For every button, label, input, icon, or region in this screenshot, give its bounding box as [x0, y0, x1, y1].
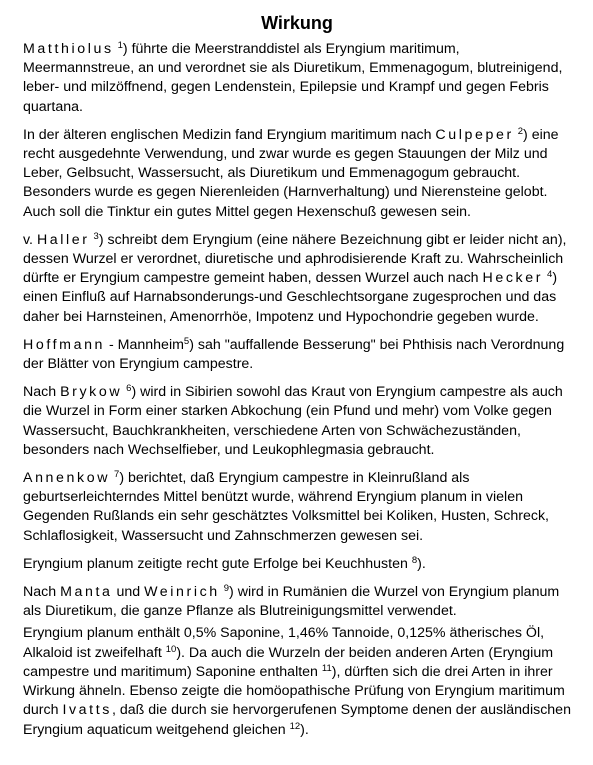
paragraph-manta-weinrich [23, 583, 571, 621]
footnote-ref: 10 [165, 643, 177, 655]
author-name: Matthiolus [23, 41, 114, 57]
footnote-ref: 5 [183, 335, 190, 347]
footnote-ref: 7 [114, 469, 120, 481]
author-name: Hoffmann [23, 336, 106, 353]
paragraph-text: ) wird in Sibirien sowohl das Kraut von Eryngium campestre als auch die Wurzel in Form einer starken Abkochung (ein Pfund und mehr) vom Volke gegen Wassersucht, Bauchkrankheiten, verschiedene Arten von Schwächezuständen, besonders nach Wechselfieber, und Leukophlegmasia gebraucht. [23, 384, 563, 458]
footnote-ref: 1 [117, 40, 123, 51]
author-name: Manta [60, 584, 113, 601]
footnote-ref: 6 [126, 383, 132, 395]
footnote-ref: 2 [517, 125, 524, 137]
paragraph-text: - Mannheim [105, 336, 184, 353]
author-name: Weinrich [144, 584, 220, 601]
paragraph-text: Eryngium planum enthält 0,5% Saponine, 1,46% Tannoide, 0,125% ätherisches Öl, Alkaloid ist zweifelhaft [23, 625, 545, 661]
author-name: Haller [36, 231, 90, 248]
paragraph-text: Eryngium planum zeitigte recht gute Erfolge bei Keuchhusten [23, 555, 408, 572]
author-name: Culpeper [435, 126, 514, 143]
footnote-ref: 3 [93, 230, 99, 242]
paragraph-text: ) berichtet, daß Eryngium campestre in Kleinrußland als geburtserleichterndes Mittel benützt wurde, während Eryngium planum in vielen Gegenden Rußlands ein sehr geschätztes Volksmittel bei Koliken, Husten, Schreck, Schlaflosigkeit, Wassersucht und Zahnschmerzen gewesen sei. [23, 470, 550, 544]
paragraph-text: ). [417, 555, 426, 572]
footnote-ref: 8 [411, 554, 418, 566]
paragraph-text: ) führte die Meerstranddistel als Eryngium maritimum, Meermannstreue, an und verordnet sie als Diuretikum, Emmenagogum, blutreinigend, leber- und milzöffnend, gegen Lendenstein, Epilepsie und Krampf und gegen Febris quartana. [23, 41, 563, 115]
footnote-ref: 11 [321, 662, 332, 674]
paragraph-keuchhusten [23, 555, 571, 574]
author-name: Annenkow [23, 470, 111, 487]
paragraph-annenkow [23, 469, 571, 546]
footnote-ref: 4 [547, 269, 553, 281]
paragraph-text: ) sah "auffallende Besserung" bei Phthisis nach Verordnung der Blätter von Eryngium campestre. [23, 336, 565, 373]
paragraph-text: und [112, 584, 145, 601]
paragraph-culpeper [23, 126, 571, 222]
paragraph-saponine [23, 624, 571, 739]
paragraph-text: In der älteren englischen Medizin fand Eryngium maritimum nach [23, 126, 436, 143]
footnote-ref: 12 [289, 720, 301, 732]
paragraph-text: ), dürften sich die drei Arten in ihrer Wirkung ähneln. Ebenso zeigte die homöopathische Prüfung von Eryngium maritimum durch [23, 663, 565, 719]
paragraph-text: Nach [23, 384, 61, 401]
paragraph-text: , daß die durch sie hervorgerufenen Symptome denen der ausländischen Eryngium aquaticum weitgehend gleichen [23, 702, 571, 738]
section-title: Wirkung [261, 13, 333, 33]
author-name: Brykow [60, 384, 123, 401]
paragraph-text: ) einen Einfluß auf Harnabsonderungs-und Geschlechtsorgane zugesprochen und das daher bei Harnsteinen, Amenorrhöe, Impotenz und Hypochondrie gegeben wurde. [23, 270, 558, 325]
author-name: Hecker [482, 270, 544, 287]
paragraph-text: ) wird in Rumänien die Wurzel von Eryngium planum als Diuretikum, die ganze Pflanze als Blutreinigungsmittel verwendet. [23, 584, 560, 620]
paragraph-text: ) eine recht ausgedehnte Verwendung, und zwar wurde es gegen Stauungen der Milz und Leber, Gelbsucht, Wassersucht, als Diuretikum und Emmenagogum gebraucht. Besonders wurde es gegen Nierenleiden (Harnverhaltung) und Nierensteine gelobt. Auch soll die Tinktur ein gutes Mittel gegen Hexenschuß gewesen sein. [23, 126, 559, 220]
paragraph-text: Nach [23, 584, 61, 601]
paragraph-text: ) schreibt dem Eryngium (eine nähere Bezeichnung gibt er leider nicht an), dessen Wurzel er verordnet, diuretische und aphrodisierende Kraft zu. Wahrscheinlich dürfte er Eryngium campestre gemeint haben, dessen Wurzel auch nach [23, 231, 567, 287]
footnote-ref: 9 [223, 583, 230, 595]
paragraph-haller [23, 231, 571, 327]
paragraph-matthiolus [23, 40, 571, 117]
paragraph-text: ). [300, 721, 309, 738]
paragraph-text: v. [23, 231, 37, 248]
author-name: Ivatts [62, 702, 112, 719]
paragraph-brykow [23, 383, 571, 460]
paragraph-text: ). Da auch die Wurzeln der beiden anderen Arten (Eryngium campestre und maritimum) Saponine enthalten [23, 644, 554, 680]
paragraph-hoffmann [23, 336, 571, 374]
